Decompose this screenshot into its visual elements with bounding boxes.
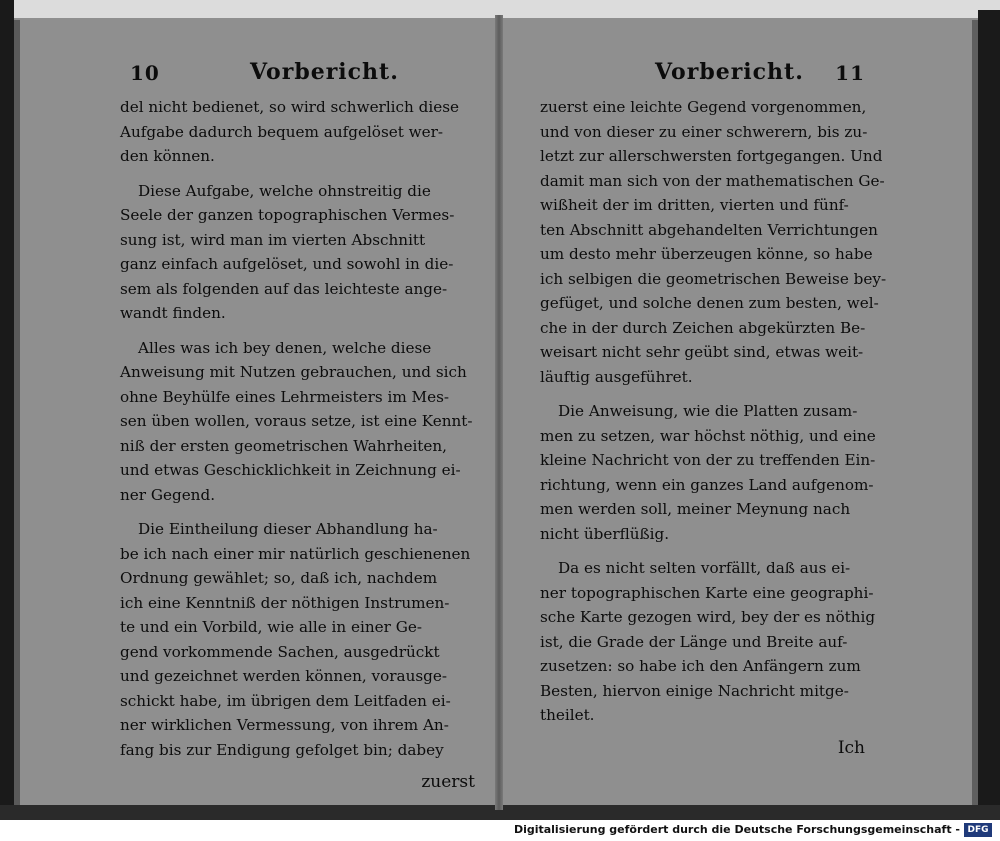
text-line: läuftig ausgeführet. [540, 367, 693, 386]
text-line: ten Abschnitt abgehandelten Verrichtungen [540, 220, 878, 239]
text-line: ner topographischen Karte eine geographi- [540, 583, 874, 602]
text-line: del nicht bedienet, so wird schwerlich diese [120, 98, 459, 116]
text-line: den können. [120, 147, 215, 165]
book-right-edge [978, 10, 1000, 820]
text-line: fang bis zur Endigung gefolget bin; dabey [120, 740, 444, 759]
text-line: niß der ersten geometrischen Wahrheiten, [120, 436, 448, 455]
text-line: ich eine Kenntniß der nöthigen Instrumen- [120, 593, 450, 612]
text-line: nicht überflüßig. [540, 524, 670, 543]
text-line: um desto mehr überzeugen könne, so habe [540, 245, 873, 263]
text-line: che in der durch Zeichen abgekürzten Be- [540, 318, 866, 337]
text-line: Alles was ich bey denen, welche diese [138, 338, 432, 357]
text-line: sche Karte gezogen wird, bey der es nöthig [540, 608, 876, 626]
paragraph [120, 517, 475, 762]
text-line: Da es nicht selten vorfällt, daß aus ei- [558, 559, 851, 577]
text-line: weisart nicht sehr geübt sind, etwas weit- [540, 343, 864, 361]
text-line: sung ist, wird man im vierten Abschnitt [120, 230, 426, 249]
text-line: men zu setzen, war höchst nöthig, und eine [540, 426, 876, 445]
right-page [540, 55, 887, 758]
paragraph [540, 399, 876, 546]
text-line: Die Eintheilung dieser Abhandlung ha- [138, 520, 438, 538]
text-line: theilet. [540, 706, 595, 724]
text-line: kleine Nachricht von der zu treffenden Ein- [540, 451, 876, 469]
text-line: und von dieser zu einer schwerern, bis zu- [540, 122, 868, 141]
right-page-header [540, 55, 865, 95]
right-catchword: Ich [837, 737, 865, 758]
book-gutter [495, 15, 503, 810]
text-line: ganz einfach aufgelöset, und sowohl in die- [120, 255, 454, 273]
left-page-number: 10 [130, 61, 160, 85]
left-catchword: zuerst [421, 772, 475, 792]
text-line: Aufgabe dadurch bequem aufgelöset wer- [120, 122, 444, 141]
paragraph [120, 336, 475, 508]
text-line: ist, die Grade der Länge und Breite auf- [540, 632, 848, 651]
left-page [120, 55, 475, 792]
text-line: letzt zur allerschwersten fortgegangen. Und [540, 147, 883, 165]
text-line: ohne Beyhülfe eines Lehrmeisters im Mes- [120, 387, 450, 406]
book-left-edge [0, 0, 14, 820]
left-page-body [120, 95, 475, 762]
right-page-number: 11 [835, 61, 865, 85]
right-page-body [540, 95, 887, 728]
text-line: und gezeichnet werden können, vorausge- [120, 667, 448, 685]
text-line: be ich nach einer mir natürlich geschienenen [120, 544, 471, 563]
text-line: wißheit der im dritten, vierten und fünf- [540, 196, 849, 214]
text-line: ich selbigen die geometrischen Beweise bey- [540, 269, 887, 288]
book-right-shadow [972, 20, 978, 810]
text-line: gend vorkommende Sachen, ausgedrückt [120, 642, 440, 661]
text-line: zuerst eine leichte Gegend vorgenommen, [540, 98, 867, 116]
text-line: Die Anweisung, wie die Platten zusam- [558, 402, 858, 420]
text-line: zusetzen: so habe ich den Anfängern zum [540, 657, 861, 675]
paragraph [120, 95, 475, 169]
digitization-footer [0, 820, 1000, 841]
text-line: Seele der ganzen topographischen Vermes- [120, 206, 455, 224]
footer-credit: Digitalisierung gefördert durch die Deutsche Forschungsgemeinschaft - [513, 823, 960, 836]
text-line: Diese Aufgabe, welche ohnstreitig die [138, 181, 431, 200]
paragraph [540, 556, 876, 728]
text-line: sen üben wollen, voraus setze, ist eine Kennt- [120, 412, 473, 430]
text-line: ner Gegend. [120, 485, 216, 504]
text-line: und etwas Geschicklichkeit in Zeichnung ei- [120, 461, 461, 479]
text-line: men werden soll, meiner Meynung nach [540, 500, 851, 518]
paragraph [540, 95, 887, 389]
book-left-shadow [14, 20, 20, 810]
text-line: te und ein Vorbild, wie alle in einer Ge- [120, 618, 422, 636]
text-line: richtung, wenn ein ganzes Land aufgenom- [540, 475, 874, 494]
text-line: Besten, hiervon einige Nachricht mitge- [540, 681, 849, 700]
text-line: Ordnung gewählet; so, daß ich, nachdem [120, 569, 438, 587]
text-line: gefüget, und solche denen zum besten, wel- [540, 294, 879, 312]
left-page-header [120, 55, 475, 95]
text-line: wandt finden. [120, 304, 226, 322]
text-line: schickt habe, im übrigen dem Leitfaden ei- [120, 691, 451, 710]
dfg-logo-icon: DFG [964, 823, 992, 837]
text-line: Anweisung mit Nutzen gebrauchen, und sich [120, 363, 467, 381]
right-running-head: Vorbericht. [655, 59, 804, 85]
paragraph [120, 179, 475, 326]
text-line: ner wirklichen Vermessung, von ihrem An- [120, 716, 449, 734]
text-line: sem als folgenden auf das leichteste ange- [120, 279, 448, 298]
left-running-head: Vorbericht. [250, 59, 399, 85]
text-line: damit man sich von der mathematischen Ge- [540, 171, 885, 190]
